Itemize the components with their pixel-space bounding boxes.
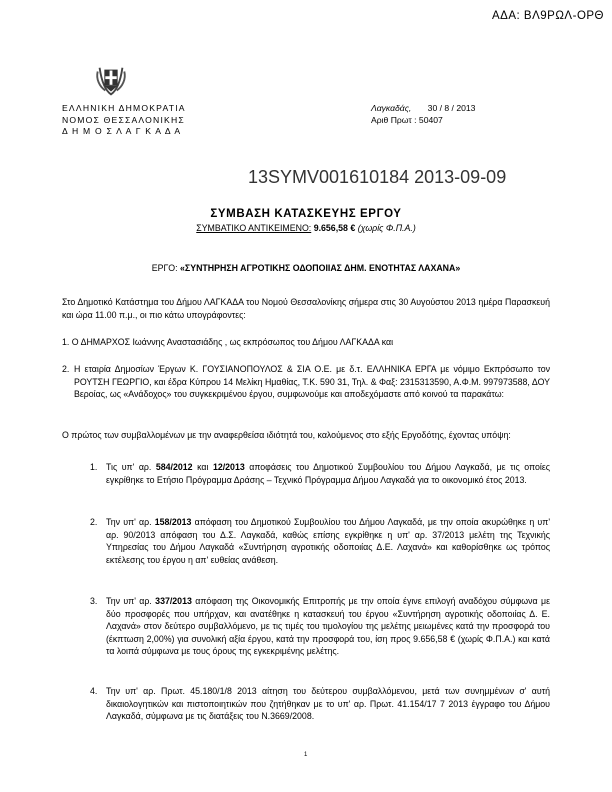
party-one: 1. Ο ΔΗΜΑΡΧΟΣ Ιωάννης Αναστασιάδης , ως εκπρόσωπος του Δήμου ΛΑΓΚΑΔΑ και — [62, 337, 394, 347]
place-label: Λαγκαδάς, — [371, 103, 412, 113]
contract-subject — [0, 223, 612, 233]
greek-emblem-icon — [92, 62, 130, 100]
party-two — [62, 363, 550, 399]
issuer-block — [62, 103, 186, 138]
protocol-number: Αριθ Πρωτ : 50407 — [371, 114, 443, 125]
subject-label: ΣΥΜΒΑΤΙΚΟ ΑΝΤΙΚΕΙΜΕΝΟ: — [196, 223, 312, 233]
issuer-country: ΕΛΛΗΝΙΚΗ ΔΗΜΟΚΡΑΤΙΑ — [62, 103, 186, 113]
project-line — [0, 263, 612, 273]
issuer-municipality: Δ Η Μ Ο Σ Λ Α Γ Κ Α Δ Α — [62, 126, 182, 136]
subject-vat-note: (χωρίς Φ.Π.Α.) — [357, 223, 416, 233]
project-label: ΕΡΓΟ: — [151, 263, 178, 273]
project-name: «ΣΥΝΤΗΡΗΣΗ ΑΓΡΟΤΙΚΗΣ ΟΔΟΠΟΙΙΑΣ ΔΗΜ. ΕΝΟΤΗΤΑΣ ΛΑΧΑΝΑ» — [180, 263, 461, 273]
intro-paragraph: Στο Δημοτικό Κατάστημα του Δήμου ΛΑΓΚΑΔΑ του Νομού Θεσσαλονίκης σήμερα στις 30 Αυγούστου 2013 ημέρα Παρασκευή και ώρα 11.00 π.μ., οι πιο κάτω υπογράφοντες: — [62, 297, 550, 320]
party-two-text: Η εταιρία Δημοσίων Έργων Κ. ΓΟΥΣΙΑΝΟΠΟΥΛΟΣ & ΣΙΑ Ο.Ε. με δ.τ. ΕΛΛΗΝΙΚΑ ΕΡΓΑ με νόμιμο Εκπρόσωπο τον ΡΟΥΤΣΗ ΓΕΩΡΓΙΟ, και έδρα Κύπρου 14 Μελίκη Ημαθίας, Τ.Κ. 590 31, Τηλ. & Φαξ: 2315313590, Α.Φ.Μ. 997973588, ΔΟΥ Βεροίας, ως «Ανάδοχος» του συγκεκριμένου έργου, συμφωνούμε και αποδεχόμαστε από κοινού τα παρακάτω: — [74, 364, 550, 399]
issuer-prefecture: ΝΟΜΟΣ ΘΕΣΣΑΛΟΝΙΚΗΣ — [62, 114, 185, 125]
page-number: 1 — [304, 752, 308, 758]
party-two-number: 2. — [62, 364, 70, 374]
date-protocol-block — [371, 103, 475, 126]
first-party-paragraph: Ο πρώτος των συμβαλλομένων με την αναφερθείσα ιδιότητά του, καλούμενος στο εξής Εργοδότης, έχοντας υπόψη: — [62, 430, 511, 440]
document-date: 30 / 8 / 2013 — [427, 103, 476, 113]
subject-amount: 9.656,58 € — [313, 223, 356, 233]
contract-title: ΣΥΜΒΑΣΗ ΚΑΤΑΣΚΕΥΗΣ ΕΡΓΟΥ — [210, 208, 402, 220]
document-id: 13SYMV001610184 2013-09-09 — [248, 167, 507, 187]
ada-code: ΑΔΑ: ΒΛ9ΡΩΛ-ΟΡΘ — [492, 10, 604, 22]
